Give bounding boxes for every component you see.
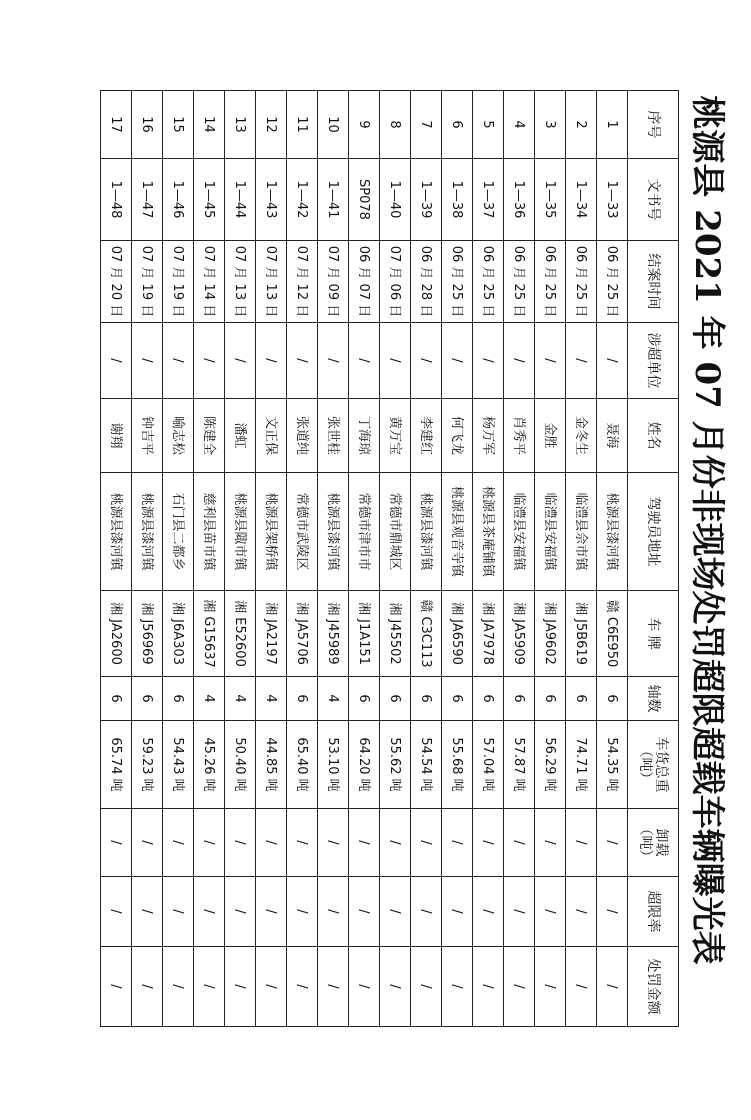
cell-unit: / xyxy=(473,323,504,399)
cell-axles: 4 xyxy=(194,677,225,721)
cell-doc-no: 1—39 xyxy=(411,159,442,241)
table-row xyxy=(349,91,380,1027)
cell-fine: / xyxy=(287,947,318,1027)
cell-unload: / xyxy=(349,809,380,877)
cell-unload: / xyxy=(566,809,597,877)
cell-name: 聂海 xyxy=(597,399,628,473)
cell-axles: 6 xyxy=(287,677,318,721)
cell-plate: 湘 J1A151 xyxy=(349,591,380,677)
cell-seq: 1 xyxy=(597,91,628,159)
cell-name: 金胜 xyxy=(535,399,566,473)
cell-axles: 6 xyxy=(411,677,442,721)
cell-plate: 湘 JA9602 xyxy=(535,591,566,677)
cell-unit: / xyxy=(442,323,473,399)
table-row xyxy=(535,91,566,1027)
cell-seq: 6 xyxy=(442,91,473,159)
header-name: 姓名 xyxy=(628,399,679,473)
cell-doc-no: 1—45 xyxy=(194,159,225,241)
cell-over-rate: / xyxy=(256,877,287,947)
cell-seq: 5 xyxy=(473,91,504,159)
cell-over-rate: / xyxy=(163,877,194,947)
cell-plate: 湘 J45989 xyxy=(318,591,349,677)
cell-unit: / xyxy=(535,323,566,399)
cell-gross-weight: 74.71 吨 xyxy=(566,721,597,809)
header-doc-no: 文书号 xyxy=(628,159,679,241)
cell-seq: 17 xyxy=(101,91,132,159)
cell-name: 喻志松 xyxy=(163,399,194,473)
cell-driver-address: 桃源县陬市镇 xyxy=(225,473,256,591)
cell-plate: 湘 JA2197 xyxy=(256,591,287,677)
cell-unit: / xyxy=(318,323,349,399)
cell-plate: 赣 C6E950 xyxy=(597,591,628,677)
cell-name: 谢翔 xyxy=(101,399,132,473)
header-driver-address: 驾驶员地址 xyxy=(628,473,679,591)
header-fine: 处罚金额 xyxy=(628,947,679,1027)
cell-name: 钟吉平 xyxy=(132,399,163,473)
cell-seq: 11 xyxy=(287,91,318,159)
cell-driver-address: 桃源县观音寺镇 xyxy=(442,473,473,591)
cell-over-rate: / xyxy=(597,877,628,947)
header-unload xyxy=(628,809,679,877)
table-row xyxy=(597,91,628,1027)
cell-unload: / xyxy=(132,809,163,877)
cell-doc-no: 1—36 xyxy=(504,159,535,241)
cell-axles: 6 xyxy=(504,677,535,721)
cell-close-date: 07 月 14 日 xyxy=(194,241,225,323)
cell-seq: 12 xyxy=(256,91,287,159)
cell-over-rate: / xyxy=(318,877,349,947)
cell-doc-no: 1—44 xyxy=(225,159,256,241)
table-row xyxy=(225,91,256,1027)
cell-unit: / xyxy=(101,323,132,399)
cell-name: 黄万宝 xyxy=(380,399,411,473)
cell-gross-weight: 54.54 吨 xyxy=(411,721,442,809)
cell-plate: 湘 E52600 xyxy=(225,591,256,677)
cell-close-date: 06 月 25 日 xyxy=(535,241,566,323)
table-row xyxy=(163,91,194,1027)
table-row xyxy=(101,91,132,1027)
cell-gross-weight: 53.10 吨 xyxy=(318,721,349,809)
cell-axles: 6 xyxy=(349,677,380,721)
cell-gross-weight: 59.23 吨 xyxy=(132,721,163,809)
cell-close-date: 06 月 25 日 xyxy=(566,241,597,323)
cell-name: 李建红 xyxy=(411,399,442,473)
cell-driver-address: 桃源县漆河镇 xyxy=(318,473,349,591)
cell-gross-weight: 65.40 吨 xyxy=(287,721,318,809)
cell-plate: 湘 J45502 xyxy=(380,591,411,677)
cell-driver-address: 慈利县苗市镇 xyxy=(194,473,225,591)
cell-doc-no: 1—40 xyxy=(380,159,411,241)
cell-plate: 湘 G15637 xyxy=(194,591,225,677)
cell-fine: / xyxy=(566,947,597,1027)
cell-unload: / xyxy=(442,809,473,877)
cell-driver-address: 桃源县漆河镇 xyxy=(132,473,163,591)
cell-fine: / xyxy=(163,947,194,1027)
cell-fine: / xyxy=(473,947,504,1027)
cell-seq: 8 xyxy=(380,91,411,159)
cell-driver-address: 常德市鼎城区 xyxy=(380,473,411,591)
cell-unit: / xyxy=(287,323,318,399)
cell-gross-weight: 45.26 吨 xyxy=(194,721,225,809)
cell-axles: 4 xyxy=(256,677,287,721)
cell-over-rate: / xyxy=(535,877,566,947)
table-row xyxy=(132,91,163,1027)
cell-unload: / xyxy=(101,809,132,877)
cell-unload: / xyxy=(318,809,349,877)
cell-seq: 3 xyxy=(535,91,566,159)
cell-gross-weight: 57.04 吨 xyxy=(473,721,504,809)
table-row xyxy=(194,91,225,1027)
cell-seq: 9 xyxy=(349,91,380,159)
cell-driver-address: 桃源县漆河镇 xyxy=(411,473,442,591)
cell-doc-no: 1—43 xyxy=(256,159,287,241)
cell-close-date: 07 月 19 日 xyxy=(132,241,163,323)
cell-gross-weight: 64.20 吨 xyxy=(349,721,380,809)
cell-plate: 湘 JA6590 xyxy=(442,591,473,677)
cell-over-rate: / xyxy=(225,877,256,947)
cell-driver-address: 桃源县漆河镇 xyxy=(597,473,628,591)
cell-close-date: 06 月 25 日 xyxy=(597,241,628,323)
cell-close-date: 07 月 12 日 xyxy=(287,241,318,323)
cell-unload: / xyxy=(287,809,318,877)
cell-plate: 湘 JA5706 xyxy=(287,591,318,677)
cell-unload: / xyxy=(411,809,442,877)
cell-name: 张世桂 xyxy=(318,399,349,473)
header-unload-line2: （吨） xyxy=(637,821,653,864)
cell-unit: / xyxy=(597,323,628,399)
cell-fine: / xyxy=(349,947,380,1027)
table-row xyxy=(256,91,287,1027)
cell-unload: / xyxy=(380,809,411,877)
cell-doc-no: 1—37 xyxy=(473,159,504,241)
cell-close-date: 06 月 28 日 xyxy=(411,241,442,323)
cell-over-rate: / xyxy=(380,877,411,947)
cell-driver-address: 常德市津市市 xyxy=(349,473,380,591)
cell-over-rate: / xyxy=(411,877,442,947)
cell-over-rate: / xyxy=(473,877,504,947)
table-row xyxy=(287,91,318,1027)
cell-driver-address: 桃源县架桥镇 xyxy=(256,473,287,591)
cell-gross-weight: 55.68 吨 xyxy=(442,721,473,809)
table-row xyxy=(473,91,504,1027)
cell-over-rate: / xyxy=(101,877,132,947)
cell-axles: 6 xyxy=(473,677,504,721)
cell-unit: / xyxy=(504,323,535,399)
cell-plate: 湘 JA5909 xyxy=(504,591,535,677)
cell-name: 金冬生 xyxy=(566,399,597,473)
cell-axles: 4 xyxy=(318,677,349,721)
header-close-date: 结案时间 xyxy=(628,241,679,323)
cell-fine: / xyxy=(225,947,256,1027)
cell-driver-address: 桃源县茶庵铺镇 xyxy=(473,473,504,591)
cell-name: 何飞龙 xyxy=(442,399,473,473)
cell-plate: 赣 C3C113 xyxy=(411,591,442,677)
cell-fine: / xyxy=(535,947,566,1027)
cell-driver-address: 临澧县佘市镇 xyxy=(566,473,597,591)
cell-close-date: 06 月 07 日 xyxy=(349,241,380,323)
cell-axles: 6 xyxy=(380,677,411,721)
cell-close-date: 07 月 13 日 xyxy=(225,241,256,323)
cell-unit: / xyxy=(163,323,194,399)
cell-unload: / xyxy=(225,809,256,877)
cell-over-rate: / xyxy=(504,877,535,947)
cell-doc-no: 1—33 xyxy=(597,159,628,241)
cell-seq: 13 xyxy=(225,91,256,159)
cell-gross-weight: 54.43 吨 xyxy=(163,721,194,809)
cell-driver-address: 桃源县漆河镇 xyxy=(101,473,132,591)
cell-axles: 6 xyxy=(101,677,132,721)
cell-over-rate: / xyxy=(442,877,473,947)
table-body xyxy=(101,91,628,1027)
cell-fine: / xyxy=(597,947,628,1027)
table-row xyxy=(504,91,535,1027)
cell-seq: 14 xyxy=(194,91,225,159)
table-row xyxy=(380,91,411,1027)
cell-fine: / xyxy=(380,947,411,1027)
header-gross-weight xyxy=(628,721,679,809)
cell-over-rate: / xyxy=(566,877,597,947)
cell-fine: / xyxy=(194,947,225,1027)
cell-unload: / xyxy=(194,809,225,877)
cell-fine: / xyxy=(132,947,163,1027)
cell-plate: 湘 JA7978 xyxy=(473,591,504,677)
cell-unit: / xyxy=(132,323,163,399)
cell-unload: / xyxy=(504,809,535,877)
cell-unit: / xyxy=(194,323,225,399)
table-row xyxy=(411,91,442,1027)
cell-seq: 15 xyxy=(163,91,194,159)
header-axles: 轴数 xyxy=(628,677,679,721)
cell-gross-weight: 57.87 吨 xyxy=(504,721,535,809)
cell-doc-no: SP078 xyxy=(349,159,380,241)
table-row xyxy=(442,91,473,1027)
cell-plate: 湘 JA2600 xyxy=(101,591,132,677)
header-seq: 序号 xyxy=(628,91,679,159)
cell-over-rate: / xyxy=(194,877,225,947)
cell-gross-weight: 50.40 吨 xyxy=(225,721,256,809)
header-gross-weight-line2: （吨） xyxy=(637,743,653,786)
cell-unit: / xyxy=(349,323,380,399)
cell-axles: 4 xyxy=(225,677,256,721)
cell-axles: 6 xyxy=(597,677,628,721)
cell-close-date: 07 月 06 日 xyxy=(380,241,411,323)
cell-unit: / xyxy=(380,323,411,399)
cell-name: 肖秀平 xyxy=(504,399,535,473)
cell-fine: / xyxy=(318,947,349,1027)
document-title: 桃源县 2021 年 07 月份非现场处罚超限超载车辆曝光表 xyxy=(687,95,727,965)
cell-unit: / xyxy=(256,323,287,399)
cell-driver-address: 石门县二都乡 xyxy=(163,473,194,591)
cell-axles: 6 xyxy=(132,677,163,721)
cell-plate: 湘 J56969 xyxy=(132,591,163,677)
header-unit: 涉超单位 xyxy=(628,323,679,399)
cell-unit: / xyxy=(566,323,597,399)
cell-gross-weight: 54.35 吨 xyxy=(597,721,628,809)
cell-fine: / xyxy=(442,947,473,1027)
cell-doc-no: 1—34 xyxy=(566,159,597,241)
cell-seq: 7 xyxy=(411,91,442,159)
cell-close-date: 07 月 09 日 xyxy=(318,241,349,323)
cell-name: 张道纯 xyxy=(287,399,318,473)
cell-doc-no: 1—41 xyxy=(318,159,349,241)
cell-driver-address: 常德市武陵区 xyxy=(287,473,318,591)
cell-doc-no: 1—42 xyxy=(287,159,318,241)
cell-name: 丁海琼 xyxy=(349,399,380,473)
cell-unit: / xyxy=(411,323,442,399)
cell-seq: 10 xyxy=(318,91,349,159)
cell-axles: 6 xyxy=(535,677,566,721)
cell-over-rate: / xyxy=(349,877,380,947)
cell-close-date: 07 月 13 日 xyxy=(256,241,287,323)
cell-close-date: 06 月 25 日 xyxy=(442,241,473,323)
cell-doc-no: 1—47 xyxy=(132,159,163,241)
header-over-rate: 超限率 xyxy=(628,877,679,947)
cell-doc-no: 1—48 xyxy=(101,159,132,241)
cell-name: 陈建全 xyxy=(194,399,225,473)
cell-unit: / xyxy=(225,323,256,399)
cell-unload: / xyxy=(597,809,628,877)
cell-unload: / xyxy=(163,809,194,877)
cell-seq: 4 xyxy=(504,91,535,159)
cell-close-date: 06 月 25 日 xyxy=(504,241,535,323)
cell-seq: 16 xyxy=(132,91,163,159)
cell-fine: / xyxy=(411,947,442,1027)
cell-driver-address: 临澧县安福镇 xyxy=(535,473,566,591)
table-row xyxy=(566,91,597,1027)
cell-driver-address: 临澧县安福镇 xyxy=(504,473,535,591)
cell-unload: / xyxy=(473,809,504,877)
cell-gross-weight: 65.74 吨 xyxy=(101,721,132,809)
cell-name: 潘虹 xyxy=(225,399,256,473)
table-row xyxy=(318,91,349,1027)
cell-over-rate: / xyxy=(287,877,318,947)
cell-fine: / xyxy=(256,947,287,1027)
cell-axles: 6 xyxy=(163,677,194,721)
cell-unload: / xyxy=(535,809,566,877)
header-plate: 车 牌 xyxy=(628,591,679,677)
cell-seq: 2 xyxy=(566,91,597,159)
table-header-row xyxy=(628,91,679,1027)
cell-fine: / xyxy=(504,947,535,1027)
cell-gross-weight: 56.29 吨 xyxy=(535,721,566,809)
header-gross-weight-line1: 车货总重 xyxy=(653,736,669,793)
cell-close-date: 07 月 20 日 xyxy=(101,241,132,323)
cell-close-date: 07 月 19 日 xyxy=(163,241,194,323)
cell-unload: / xyxy=(256,809,287,877)
cell-gross-weight: 55.62 吨 xyxy=(380,721,411,809)
cell-name: 文正保 xyxy=(256,399,287,473)
cell-doc-no: 1—35 xyxy=(535,159,566,241)
header-unload-line1: 卸载 xyxy=(653,828,669,857)
cell-close-date: 06 月 25 日 xyxy=(473,241,504,323)
cell-name: 杨万军 xyxy=(473,399,504,473)
cell-over-rate: / xyxy=(132,877,163,947)
cell-fine: / xyxy=(101,947,132,1027)
cell-axles: 6 xyxy=(566,677,597,721)
penalty-table xyxy=(100,90,679,1027)
cell-axles: 6 xyxy=(442,677,473,721)
cell-plate: 湘 J5B619 xyxy=(566,591,597,677)
cell-plate: 湘 J6A303 xyxy=(163,591,194,677)
cell-doc-no: 1—46 xyxy=(163,159,194,241)
cell-doc-no: 1—38 xyxy=(442,159,473,241)
cell-gross-weight: 44.85 吨 xyxy=(256,721,287,809)
